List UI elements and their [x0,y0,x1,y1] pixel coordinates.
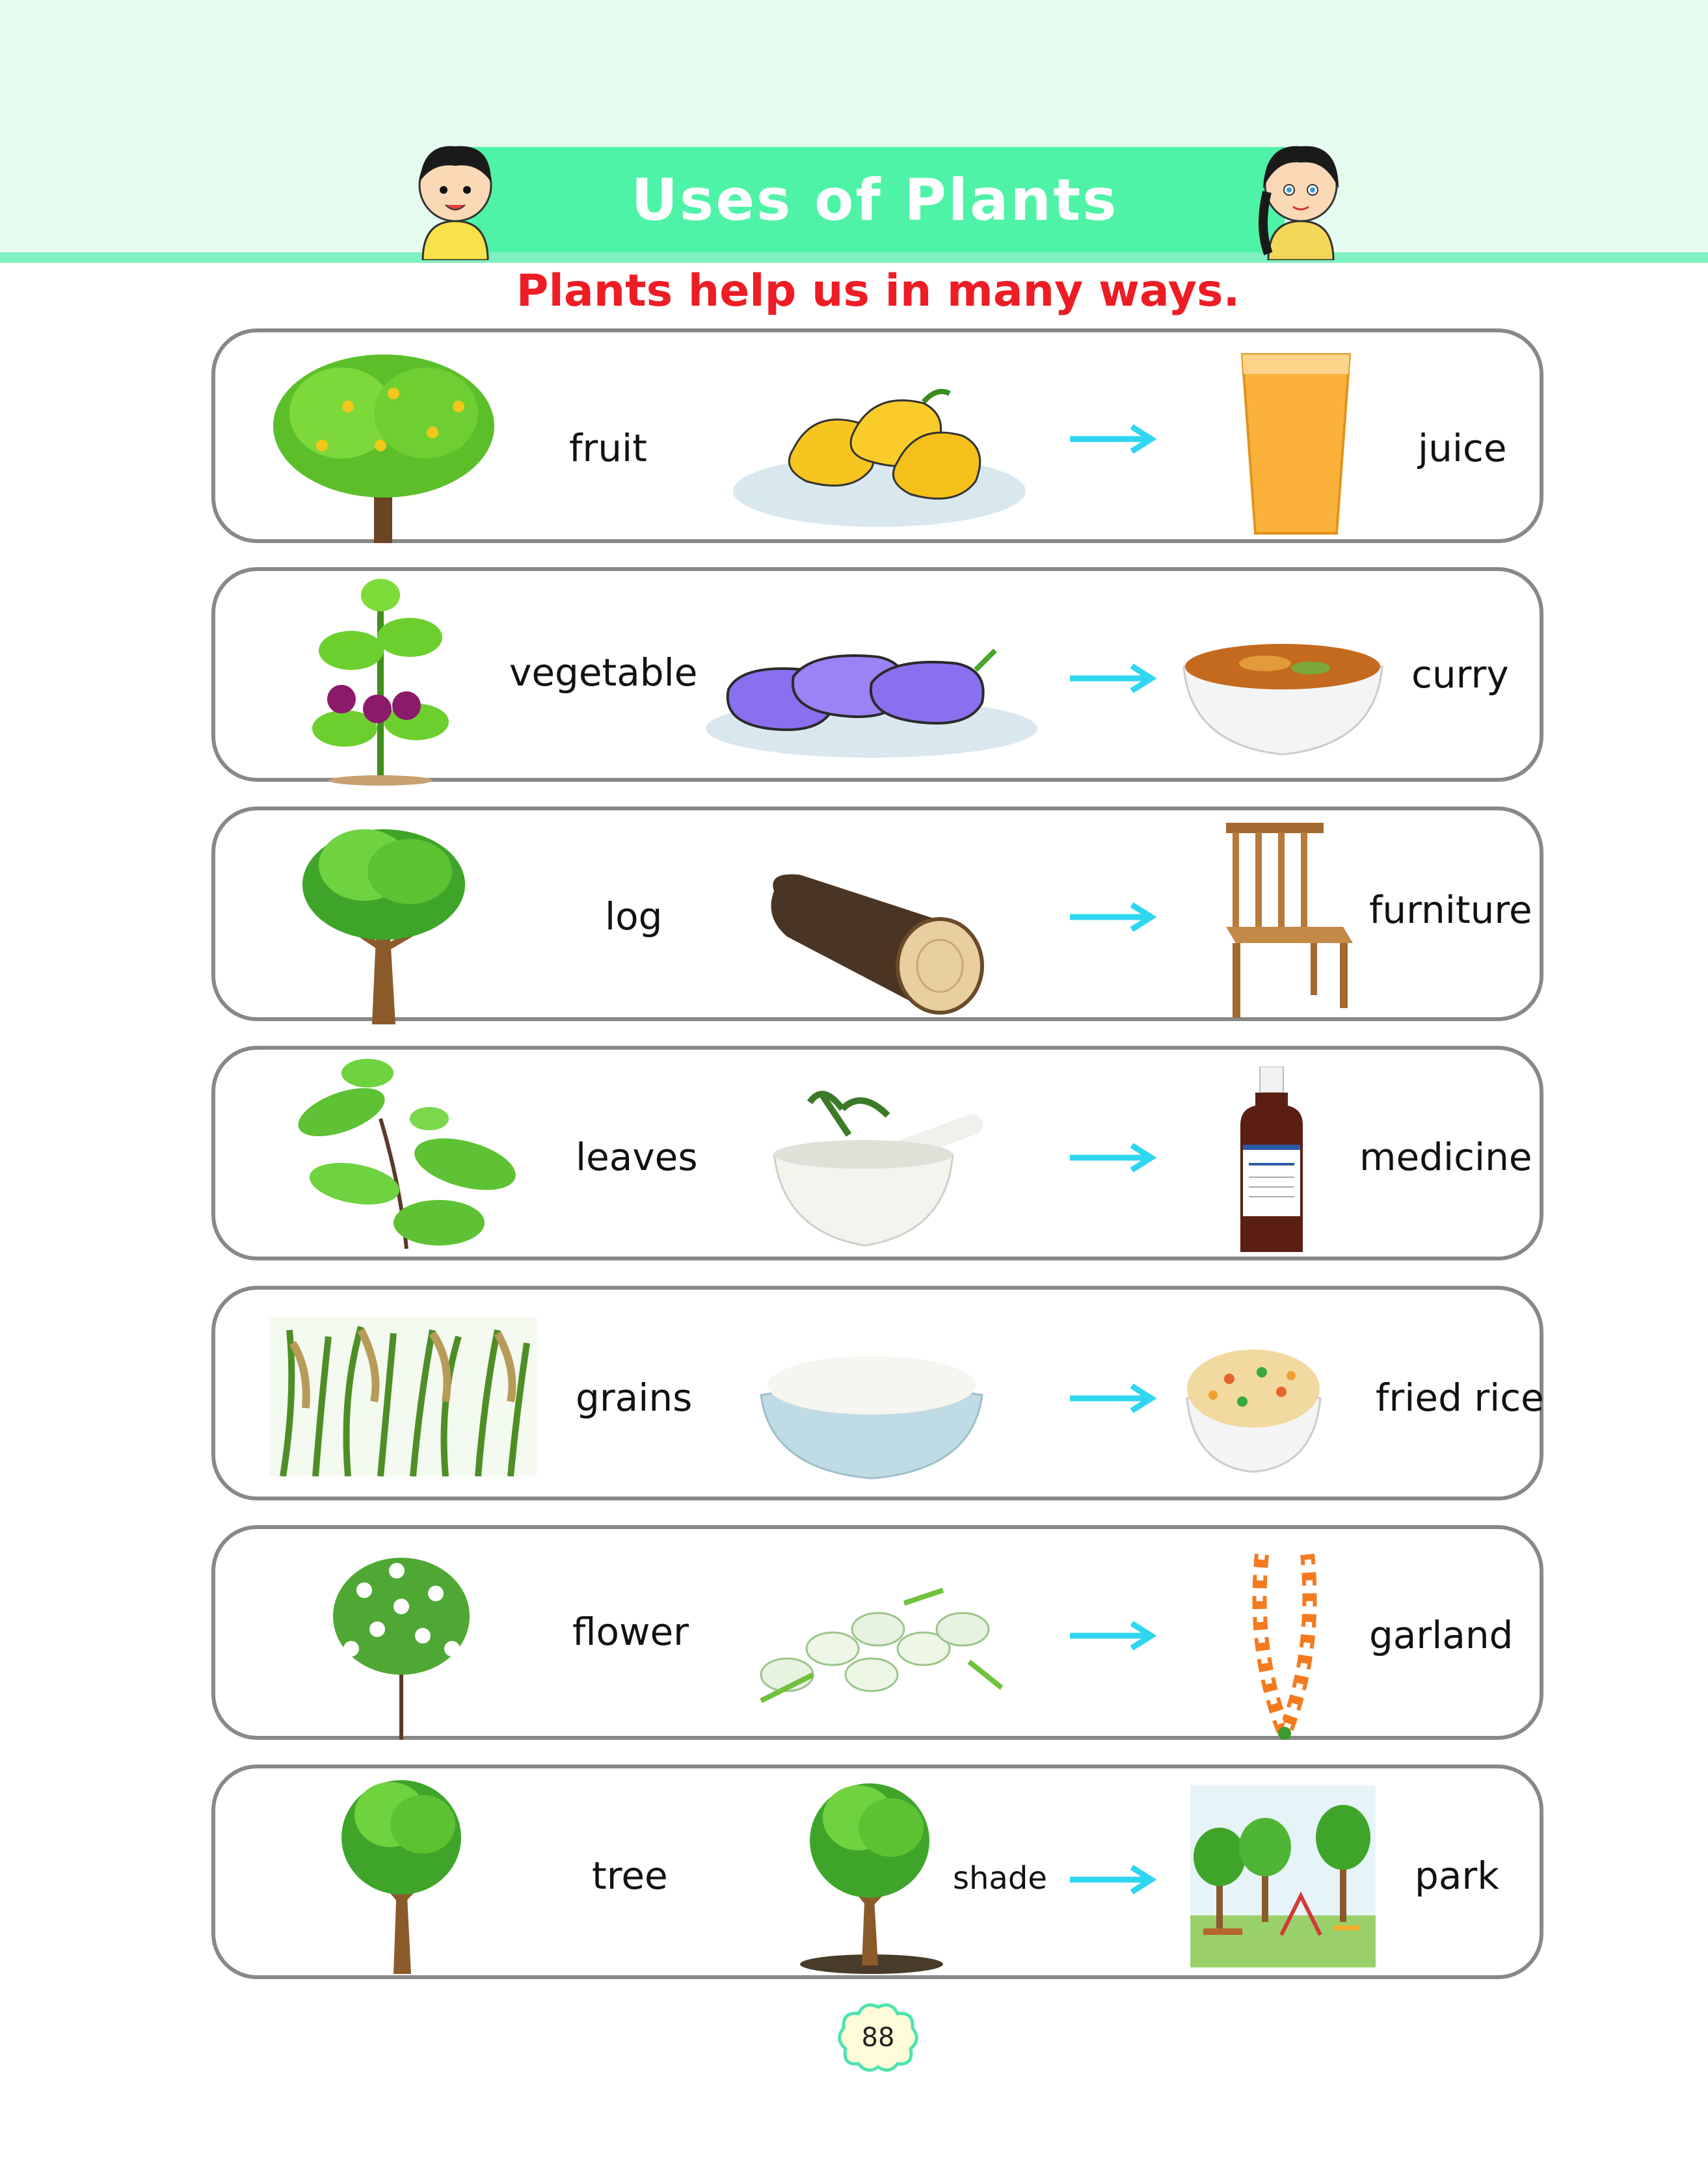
row-target-label: fried rice [1376,1376,1544,1420]
brinjal-plant-icon [312,579,449,787]
row-source-label: tree [592,1854,668,1898]
page-subtitle: Plants help us in many ways. [516,265,1240,317]
row-target-label: garland [1369,1613,1514,1657]
rice-bowl-icon [758,1350,985,1480]
park-scene-icon [1190,1785,1376,1967]
medicine-bottle-icon [1239,1067,1304,1255]
juice-glass-icon [1233,348,1359,543]
chair-icon [1213,816,1356,1021]
paddy-crop-icon [270,1317,537,1476]
wooden-log-icon [761,865,992,1015]
boy-cartoon-icon [403,130,507,260]
arrow-right-icon [1067,1141,1158,1174]
page-number: 88 [861,2023,895,2053]
jasmine-plant-icon [325,1545,478,1740]
curry-bowl-icon [1181,628,1385,758]
arrow-right-icon [1067,423,1158,455]
row-target-label: furniture [1369,888,1532,932]
mangoes-icon [728,384,1031,530]
tree-shade-icon [797,1776,943,1974]
row-source-label: vegetable [509,650,698,695]
header-stripe [0,252,1708,263]
row-middle-label: shade [953,1860,1047,1897]
row-target-label: curry [1411,652,1509,697]
mortar-pestle-icon [758,1083,992,1255]
row-target-label: juice [1418,426,1507,470]
row-source-label: grains [576,1376,693,1420]
arrow-right-icon [1067,901,1158,933]
row-target-label: park [1415,1854,1499,1898]
row-source-label: log [605,894,663,939]
brinjals-icon [702,644,1041,761]
arrow-right-icon [1067,1863,1158,1896]
arrow-right-icon [1067,1382,1158,1415]
jasmine-buds-icon [748,1577,1008,1711]
girl-cartoon-icon [1249,130,1353,260]
fried-rice-plate-icon [1184,1340,1324,1473]
page-title: Uses of Plants [631,166,1119,233]
garland-icon [1249,1548,1320,1740]
row-source-label: leaves [576,1135,698,1179]
arrow-right-icon [1067,662,1158,695]
row-source-label: fruit [569,426,647,470]
tree-icon [299,819,468,1024]
tree-icon [338,1772,465,1974]
mango-tree-icon [263,341,504,546]
row-target-label: medicine [1359,1135,1532,1179]
arrow-right-icon [1067,1619,1158,1652]
row-source-label: flower [572,1610,689,1654]
tulsi-leaves-icon [289,1054,537,1262]
